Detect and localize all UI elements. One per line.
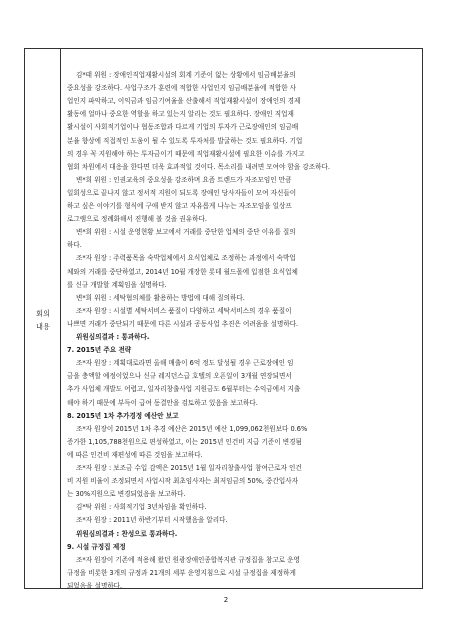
minutes-line: 의 경우 꼭 지원해야 하는 투자금이기 때문에 직업재활시설에 필요한 이슈를 가지고: [67, 149, 305, 158]
minutes-line: 중요성을 강조하다. 사업구조가 훈련에 적합한 사업인지 임금배분율에 적합한 사: [67, 84, 297, 93]
minutes-line: 조*자 원장이 2015년 1차 추경 예산은 2015년 예산 1,099,062천원보다 0.6%: [76, 424, 308, 433]
minutes-line: 규정을 비롯한 3개의 규정과 21개의 세부 운영지침으로 시설 규정집을 제정하게: [67, 568, 296, 577]
minutes-table: [24, 48, 423, 589]
minutes-line: 위원심의결과 : 통과하다.: [76, 333, 150, 341]
minutes-line: 조*자 원장 : 시설별 세탁서비스 품질이 다양하고 세탁서비스의 경우 품질이: [76, 306, 292, 315]
minutes-line: 조*자 원장이 기존에 적용해 왔던 원광장애인종합복지관 규정집을 참고로 운영: [76, 555, 300, 564]
minutes-line: 변*희 위원 : 인권교육의 중요성을 강조하며 요즘 트렌드가 자조모임인 만큼: [76, 175, 292, 184]
minutes-line: 협회 차원에서 대응을 한다면 더욱 효과적일 것이다. 목소리를 내려면 모여야 함을 강조하다.: [67, 162, 330, 171]
minutes-line: 분율 향상에 직접적인 도움이 될 수 있도록 투자처를 발굴하는 것도 필요하다. 기업: [67, 136, 303, 145]
minutes-line: 하고 싶은 이야기를 형식에 구애 받지 않고 자유롭게 나누는 자조모임을 일상프: [67, 202, 292, 210]
minutes-line: 조*자 원장 : 2011년 하반기부터 시작했음을 알리다.: [76, 516, 228, 525]
minutes-line: 일회성으로 끝나지 않고 정서적 지원이 되도록 장애인 당사자들이 모여 자신들이: [67, 188, 297, 197]
minutes-line: 조*자 원장 : 계획대로라면 올해 매출이 6억 정도 달성될 경우 근로장애인 임: [76, 359, 294, 368]
minutes-line: 증가한 1,105,788천원으로 편성하였고, 이는 2015년 인건비 지급 기준이 변경됨: [67, 437, 302, 446]
minutes-line: 체와의 거래를 중단하였고, 2014년 10월 개장한 롯데 월드몰에 입점한 요식업체: [67, 267, 298, 276]
minutes-line: 에 따른 인건비 재편성에 따른 것임을 보고하다.: [67, 450, 203, 459]
minutes-line: 비 지원 비율이 조정되면서 사업시작 최초임사자는 최저임금의 50%, 중간입사자: [67, 477, 298, 486]
label-column: [25, 49, 61, 588]
minutes-line: 9. 시설 규정집 제정: [67, 542, 126, 551]
minutes-line: 8. 2015년 1차 추가경정 예산안 보고: [67, 411, 179, 420]
minutes-line: 위원심의결과 : 찬성으로 통과하다.: [76, 529, 178, 538]
page-number: 2: [223, 596, 229, 604]
minutes-line: 업인지 파악하고, 이익금과 임금기여율을 산출해서 직업재활시설이 장애인의 경제: [67, 97, 301, 106]
minutes-line: 는 30%지원으로 변경되었음을 보고하다.: [67, 490, 186, 499]
section-label: 회의 내용: [36, 309, 50, 331]
minutes-line: 나쁘면 거래가 중단되기 때문에 다른 시설과 공동사업 추진은 어려움을 설명하다.: [67, 319, 299, 328]
minutes-line: 를 신규 개발할 계획임을 설명하다.: [67, 280, 167, 289]
minutes-line: 조*자 원장 : 보조금 수입 감액은 2015년 1월 일자리창출사업 참여근로자 인건: [76, 464, 302, 472]
minutes-line: 금을 충액할 예정이었으나 신규 레지던스급 호텔의 오픈일이 3개월 연장되면서: [67, 372, 292, 381]
minutes-line: 추가 사업체 개발도 어렵고, 일자리창출사업 지원금도 6월부터는 수익금에서 지출: [67, 385, 301, 394]
minutes-line: 하다.: [67, 241, 82, 250]
minutes-line: 7. 2015년 주요 전략: [67, 346, 132, 355]
minutes-line: 해야 하기 때문에 부득이 급여 동결안을 검토하고 있음을 보고하다.: [67, 398, 258, 407]
minutes-line: 활시설이 사회적기업이나 협동조합과 다르게 기업의 투자가 근로장애인의 임금배: [67, 123, 299, 132]
minutes-line: 변*희 위원 : 시설 운영현황 보고에서 거래를 중단한 업체의 중단 이유를 질의: [76, 228, 296, 237]
minutes-line: 김*태 위원 : 장애인직업재활시설의 회계 기준이 없는 상황에서 임금배분율의: [76, 71, 296, 79]
minutes-line: 변*희 위원 : 세탁협의체를 활용하는 방법에 대해 질의하다.: [76, 293, 245, 302]
minutes-line: 김*탁 위원 : 사회적기업 3년차임을 확인하다.: [76, 503, 207, 512]
minutes-line: 활동에 얼마나 중요한 역할을 하고 있는지 알리는 것도 필요하다. 장애인 직업재: [67, 110, 294, 119]
minutes-line: 되었음을 설명하다.: [67, 581, 123, 590]
minutes-line: 로그램으로 정례화해서 진행해 볼 것을 권유하다.: [67, 215, 207, 224]
minutes-line: 조*자 원장 : 주력품목을 숙박업체에서 요식업체로 조정하는 과정에서 숙박업: [76, 254, 296, 263]
